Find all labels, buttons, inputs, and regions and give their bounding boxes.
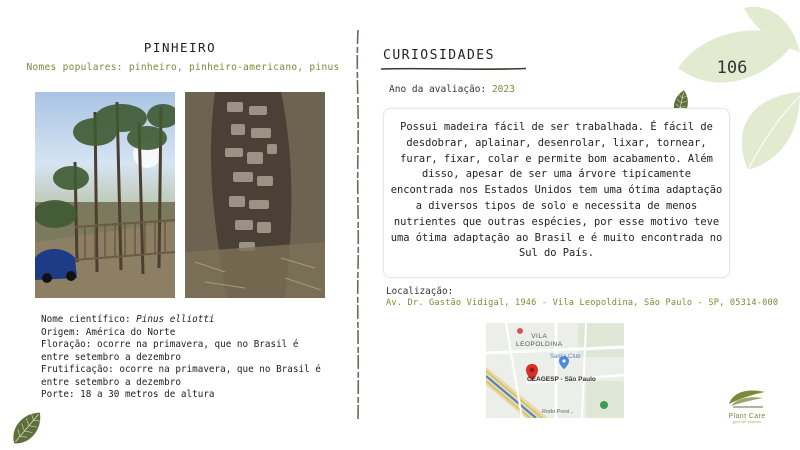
section-title: CURIOSIDADES — [383, 48, 495, 63]
evaluation-year-label: Ano da avaliação: — [389, 84, 492, 95]
location-label: Localização: — [386, 286, 454, 297]
leaf-icon-bottom — [7, 406, 48, 449]
column-divider — [355, 30, 361, 420]
scientific-name-label: Nome científico: — [41, 314, 137, 325]
map-district-label: VILA LEOPOLDINA — [516, 333, 563, 348]
scientific-name-value: Pinus elliotti — [136, 314, 215, 325]
scientific-name-row — [41, 314, 341, 327]
brand-name: Plant Care — [728, 413, 766, 420]
location-address: Av. Dr. Gastão Vidigal, 1946 - Vila Leopoldina, São Paulo - SP, 05314-000 — [386, 298, 779, 308]
plant-care-logo — [727, 388, 767, 408]
plant-name: PINHEIRO — [143, 40, 217, 55]
title-underline — [381, 67, 526, 71]
tree-photo — [35, 92, 175, 298]
curiosity-text: Possui madeira fácil de ser trabalhada. É fácil de desdobrar, aplainar, desenrolar, lixar, tornear, furar, fixar, colar e permite bom acabamento. Além disso, apesar de ser uma árvore tipicamente encontrada nos Estados Unidos tem uma ótima adaptação a diversos tipos de solo e necessita de menos nutrientes que outras espécies, por esse motivo teve uma ótima adaptação ao Brasil e é muito encontrada no Sul do País. — [390, 121, 723, 260]
popular-names: Nomes populares: pinheiro, pinheiro-americano, pinus — [26, 62, 340, 73]
evaluation-year-line — [389, 84, 515, 95]
plant-details — [41, 314, 341, 402]
page-number: 106 — [716, 58, 748, 78]
size-text: Porte: 18 a 30 metros de altura — [41, 389, 215, 400]
bark-photo — [185, 92, 325, 298]
map-store-label: Sam's Club — [550, 354, 581, 360]
origin-text: Origem: América do Norte — [41, 326, 176, 338]
curiosity-box — [383, 108, 730, 278]
brand-tagline: guia de plantas — [732, 420, 762, 424]
brand-block — [715, 388, 779, 424]
map-place-label: CEAGESP - São Paulo — [527, 376, 596, 383]
fruiting-text: Frutificação: ocorre na primavera, que no Brasil é entre setembro a dezembro — [41, 364, 321, 388]
map-road-label: Rodo.Presi... — [542, 409, 574, 415]
evaluation-year-value: 2023 — [491, 84, 515, 95]
location-map[interactable] — [486, 323, 624, 418]
flowering-text: Floração: ocorre na primavera, que no Brasil é entre setembro a dezembro — [41, 339, 299, 363]
